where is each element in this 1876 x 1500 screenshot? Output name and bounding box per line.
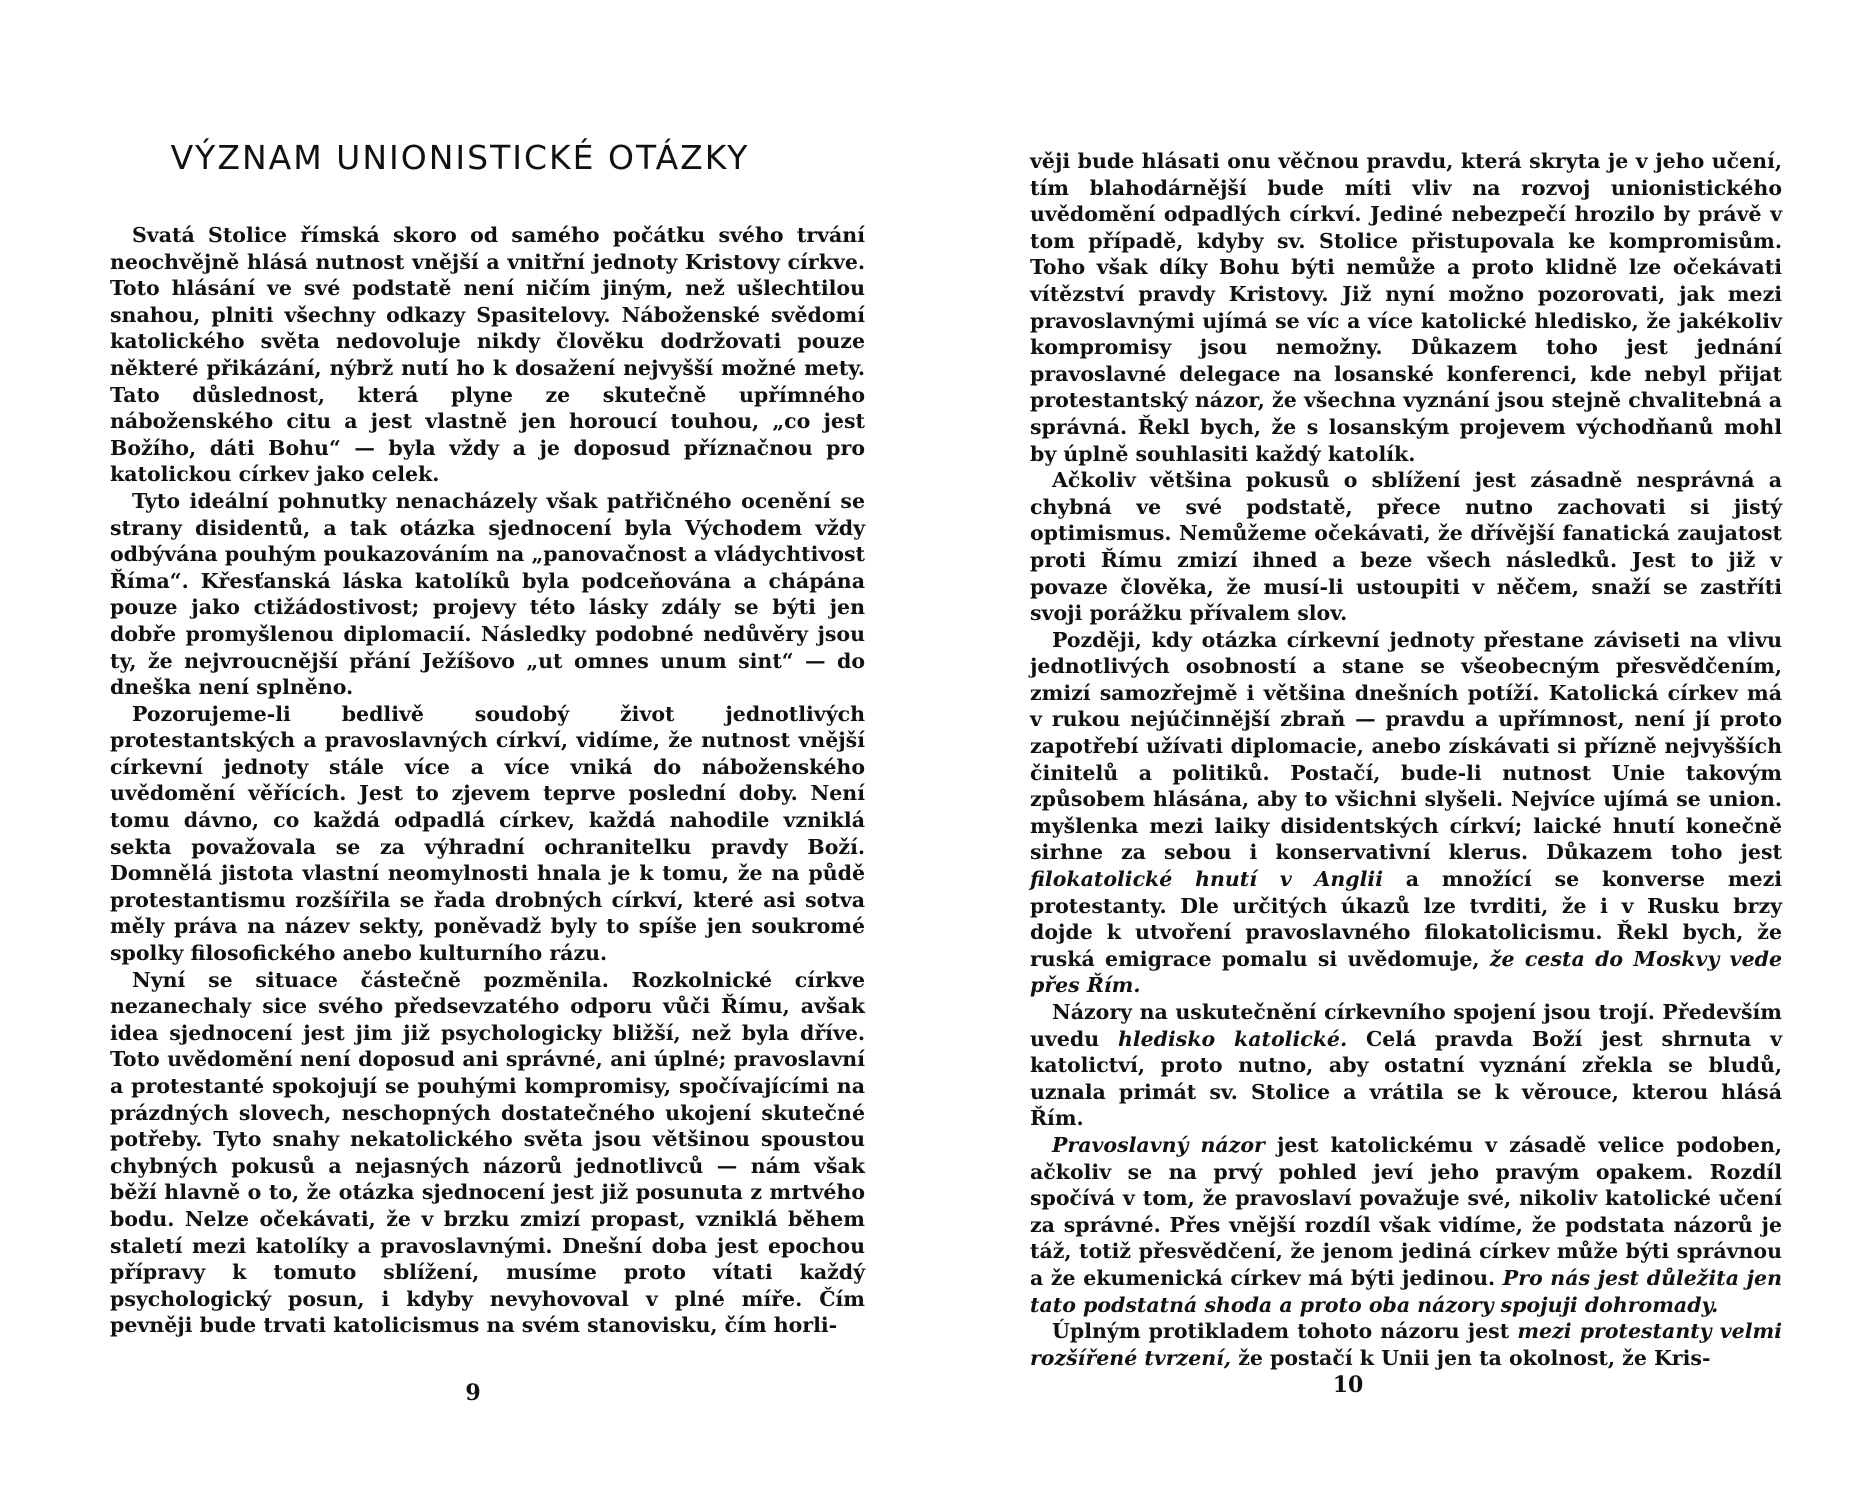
paragraph: Pozorujeme-li bedlivě soudobý život jednotlivých protestantských a pravoslavných církví, vidíme, že nutnost vnější církevní jednoty stále více a více vniká do náboženského uvědomění věřících. Jest to zjevem teprve poslední doby. Není tomu dávno, co každá odpadlá církev, každá nahodile vzniklá sekta považovala se za výhradní ochranitelku pravdy Boží. Domnělá jistota vlastní neomylnosti hnala je k tomu, že na půdě protestantismu rozšířila se řada drobných církví, které asi sotva měly práva na název sekty, poněvadž byly to spíše jen soukromé spolky filosofického anebo kulturního rázu. [110,701,865,966]
emphasis-text: že cesta do Moskvy vede přes Řím. [1030,946,1782,998]
emphasis-text: mezi protestanty velmi rozšířené tvrzení, [1030,1319,1782,1370]
text-run: Celá pravda Boží jest shrnuta v katolictví, proto nutno, aby ostatní vyznání zřekla se bludů, uznala primát sv. Stolice a vrátila se k věrouce, kterou hlásá Řím. [1030,1026,1783,1131]
emphasis-text: Pravoslavný názor [1052,1132,1265,1157]
paragraph: Svatá Stolice římská skoro od samého počátku svého trvání neochvějně hlásá nutnost vnější a vnitřní jednoty Kristovy církve. Toto hlásání ve své podstatě není ničím jiným, než ušlechtilou snahou, plniti všechny odkazy Spasitelovy. Náboženské svědomí katolického světa nedovoluje nikdy člověku dodržovati pouze některé přikázání, nýbrž nutí ho k dosažení nejvyšší možné mety. Tato důslednost, která plyne ze skutečně upřímného náboženského citu a jest vlastně jen horoucí touhou, „co jest Božího, dáti Bohu“ — byla vždy a je doposud příznačnou pro katolickou církev jako celek. [110,223,865,487]
text-run: jest katolickému v zásadě velice podoben, ačkoliv se na prvý pohled jeví jeho pravým opakem. Rozdíl spočívá v tom, že pravoslaví považuje své, nikoliv katolické učení za správné. Přes vnější rozdíl však vidíme, že podstata názorů je táž, totiž přesvědčení, že jenom jediná církev může býti správnou a že ekumenická církev má býti jedinou. [1030,1132,1782,1290]
right-text-column [1030,148,1782,1371]
paragraph [1030,999,1782,1132]
paragraph [1030,627,1782,999]
paragraph [1030,1132,1782,1318]
right-page [938,0,1876,1500]
text-run: že postačí k Unii jen ta okolnost, že Kris- [1238,1345,1711,1370]
text-run: Názory na uskutečnění církevního spojení jsou trojí. Především uvedu [1030,1000,1782,1051]
paragraph: věji bude hlásati onu věčnou pravdu, která skryta je v jeho učení, tím blahodárnější bude míti vliv na rozvoj unionistického uvědomění odpadlých církví. Jediné nebezpečí hrozilo by právě v tom případě, kdyby sv. Stolice přistupovala ke kompromisům. Toho však díky Bohu býti nemůže a proto klidně lze očekávati vítězství pravdy Kristovy. Již nyní možno pozorovati, jak mezi pravoslavnými ujímá se víc a více katolické hledisko, že jakékoliv kompromisy jsou nemožny. Důkazem toho jest jednání pravoslavné delegace na losanské konferenci, kde nebyl přijat protestantský názor, že všechna vyznání jsou stejně chvalitebná a správná. Řekl bych, že s losanským projevem východňanů mohl by úplně souhlasiti každý katolík. [1030,149,1782,466]
paragraph [1030,1318,1782,1371]
text-run: a množící se konverse mezi protestanty. Dle určitých úkazů lze tvrditi, že i v Rusku brzy dojde k utvoření pravoslavného filokatolicismu. Řekl bych, že ruská emigrace pomalu si uvědomuje, [1030,867,1783,971]
text-run: Úplným protikladem tohoto názoru jest [1052,1319,1510,1344]
paragraph: Ačkoliv většina pokusů o sblížení jest zásadně nesprávná a chybná ve své podstatě, přece nutno zachovati si jistý optimismus. Nemůžeme očekávati, že dřívější fanatická zaujatost proti Římu zmizí ihned a beze všech následků. Jest to již v povaze člověka, že musí-li ustoupiti v něčem, snaží se zastříti svoji porážku přívalem slov. [1030,468,1782,626]
paragraph: Tyto ideální pohnutky nenacházely však patřičného ocenění se strany disidentů, a tak otázka sjednocení byla Východem vždy odbývána pouhým poukazováním na „panovačnost a vládychtivost Říma“. Křesťanská láska katolíků byla podceňována a chápána pouze jako ctižádostivost; projevy této lásky zdály se býti jen dobře promyšlenou diplomacií. Následky podobné nedůvěry jsou ty, že nejvroucnější přání Ježíšovo „ut omnes unum sint“ — do dneška není splněno. [110,488,865,700]
emphasis-text: filokatolické hnutí v Anglii [1030,867,1384,892]
emphasis-text: hledisko katolické. [1117,1026,1348,1051]
page-number: 10 [1332,1372,1364,1398]
chapter-title: VÝZNAM UNIONISTICKÉ OTÁZKY [170,138,750,177]
paragraph: Nyní se situace částečně pozměnila. Rozkolnické církve nezanechaly sice svého předsevzatého odporu vůči Římu, avšak idea sjednocení jest jim již psychologicky bližší, než byla dříve. Toto uvědomění není doposud ani správné, ani úplné; pravoslavní a protestanté spokojují se pouhými kompromisy, spočívajícími na prázdných slovech, neschopných dostatečného ukojení skutečné potřeby. Tyto snahy nekatolického světa jsou většinou spoustou chybných pokusů a nejasných názorů jednotlivců — nám však běží hlavně o to, že otázka sjednocení jest již posunuta z mrtvého bodu. Nelze očekávati, že v brzku zmizí propast, vzniklá během staletí mezi katolíky a pravoslavnými. Dnešní doba jest epochou přípravy k tomuto sblížení, musíme proto vítati každý psychologický posun, i kdyby nevyhovoval v plné míře. Čím pevněji bude trvati katolicismus na svém stanovisku, čím horli- [110,967,865,1338]
text-run: Později, kdy otázka církevní jednoty přestane záviseti na vlivu jednotlivých osobností a stane se všeobecným přesvědčením, zmizí samozřejmě i většina dnešních potíží. Katolická církev má v rukou nejúčinnější zbraň — pravdu a upřímnost, není jí proto zapotřebí užívati diplomacie, anebo získávati si přízně nejvyšších činitelů a politiků. Postačí, bude-li nutnost Unie takovým způsobem hlásána, aby to všichni slyšeli. Nejvíce ujímá se union. myšlenka mezi laiky disidentských církví; laické hnutí konečně sirhne za sebou i konservativní klerus. Důkazem toho jest [1030,627,1782,865]
left-text-column [110,222,865,1339]
page-number: 9 [465,1380,481,1406]
emphasis-text: Pro nás jest důležita jen tato podstatná shoda a proto oba názory spojuji dohromady. [1030,1265,1782,1317]
